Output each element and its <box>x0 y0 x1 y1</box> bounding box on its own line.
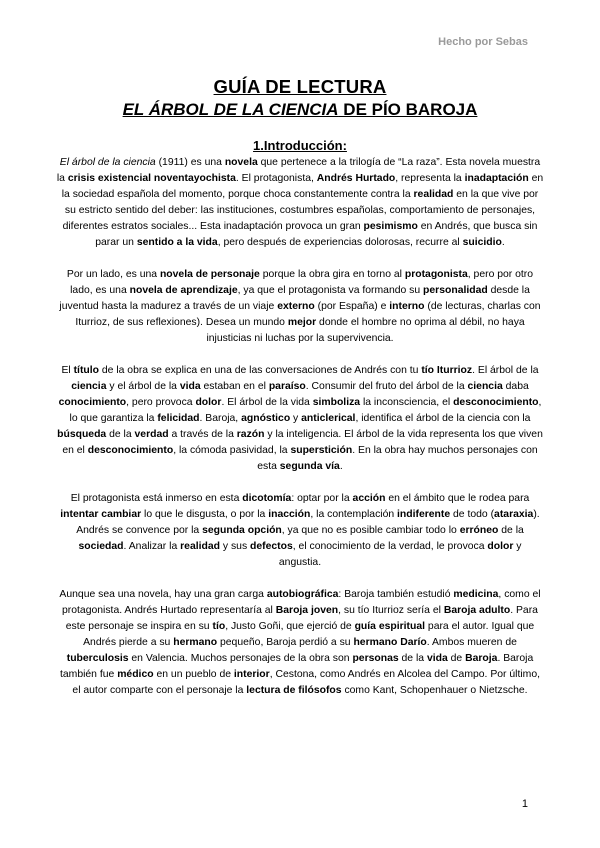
text-run: , el conocimiento de la verdad, le provoca <box>292 541 488 552</box>
text-run: y el árbol de la <box>106 381 180 392</box>
bold-term: tuberculosis <box>66 653 129 664</box>
text-run: de la <box>398 653 427 664</box>
text-run: . Ambos mueren de <box>426 637 517 648</box>
text-run: (1911) es una <box>155 157 225 168</box>
text-run: , la cómoda pasividad, la <box>173 445 291 456</box>
text-run: . Consumir del fruto del árbol de la <box>305 381 468 392</box>
bold-term: acción <box>352 493 386 504</box>
text-run: Por un lado, es una <box>66 269 160 280</box>
text-run: y <box>290 413 302 424</box>
paragraph-5 <box>56 587 544 699</box>
bold-term: pesimismo <box>363 221 418 232</box>
text-run: en un pueblo de <box>153 669 234 680</box>
bold-term: vida <box>179 381 201 392</box>
text-run: El protagonista está inmerso en esta <box>70 493 243 504</box>
bold-term: paraíso <box>268 381 306 392</box>
text-run: y angustia. <box>278 541 522 568</box>
bold-term: verdad <box>134 429 169 440</box>
bold-term: personalidad <box>423 285 488 296</box>
bold-term: personas <box>352 653 399 664</box>
bold-term: hermano <box>173 637 218 648</box>
text-run: de la <box>498 525 524 536</box>
text-run: , representa la <box>395 173 465 184</box>
text-run: , pero provoca <box>126 397 196 408</box>
bold-term: hermano Darío <box>353 637 427 648</box>
bold-term: defectos <box>250 541 293 552</box>
text-run: en el ámbito que le rodea para <box>385 493 530 504</box>
text-run: de la obra se explica en una de las conversaciones de Andrés con tu <box>98 365 422 376</box>
bold-term: anticlerical <box>301 413 356 424</box>
bold-term: vida <box>426 653 448 664</box>
bold-term: crisis existencial noventayochista <box>67 173 236 184</box>
text-run: en Andrés, que busca sin parar un <box>95 221 538 248</box>
bold-term: externo <box>277 301 315 312</box>
paragraph-4 <box>56 491 544 571</box>
bold-term: desconocimiento <box>453 397 539 408</box>
bold-term: intentar cambiar <box>60 509 142 520</box>
text-run: de la <box>106 429 135 440</box>
bold-term: lectura de filósofos <box>246 685 342 696</box>
text-run: . Baroja, <box>199 413 242 424</box>
text-run: , pero después de experiencias dolorosas, recurre al <box>217 237 463 248</box>
text-run: : Baroja también estudió <box>338 589 454 600</box>
bold-term: novela de aprendizaje <box>129 285 238 296</box>
text-run: , la contemplación <box>310 509 398 520</box>
text-run: . El árbol de la vida <box>221 397 313 408</box>
text-run: en Valencia. Muchos personajes de la obra son <box>128 653 353 664</box>
bold-term: ciencia <box>467 381 503 392</box>
text-run: que pertenece a la trilogía de “La raza”. Esta novela muestra la <box>56 157 541 184</box>
text-run: la inconsciencia, el <box>360 397 454 408</box>
bold-term: conocimiento <box>58 397 127 408</box>
bold-term: desconocimiento <box>87 445 174 456</box>
text-run: daba <box>502 381 529 392</box>
text-run: . El protagonista, <box>235 173 317 184</box>
text-run: , su tío Iturrioz sería el <box>338 605 444 616</box>
section-heading: 1.Introducción: <box>253 138 347 153</box>
text-run: , pero por otro lado, es una <box>70 269 534 296</box>
bold-term: médico <box>117 669 154 680</box>
bold-term: tío Iturrioz <box>421 365 473 376</box>
text-run: como Kant, Schopenhauer o Nietzsche. <box>341 685 528 696</box>
bold-term: erróneo <box>459 525 499 536</box>
bold-term: Baroja <box>465 653 498 664</box>
text-run: . En la obra hay muchos personajes con esta <box>257 445 538 472</box>
bold-term: realidad <box>180 541 220 552</box>
bold-term: razón <box>236 429 265 440</box>
text-run: para el autor. Igual que Andrés pierde a su <box>83 621 535 648</box>
text-run: , como el protagonista. Andrés Hurtado representaría al <box>62 589 541 616</box>
bold-term: novela <box>224 157 258 168</box>
text-run: , Justo Goñi, que ejerció de <box>225 621 355 632</box>
document-subtitle <box>0 100 600 120</box>
text-run: a través de la <box>168 429 237 440</box>
text-run: , identifica el árbol de la ciencia con la <box>355 413 531 424</box>
text-run: El <box>61 365 74 376</box>
text-run: en la sociedad española del momento, porque choca constantemente contra la <box>61 173 544 200</box>
bold-term: autobiográfica <box>266 589 339 600</box>
text-run: lo que le disgusta, o por la <box>141 509 269 520</box>
bold-term: dolor <box>195 397 222 408</box>
bold-term: realidad <box>413 189 454 200</box>
text-run: . <box>339 461 343 472</box>
bold-term: ciencia <box>71 381 107 392</box>
document-title: GUÍA DE LECTURA <box>213 76 387 97</box>
bold-term: tío <box>212 621 226 632</box>
body-text <box>56 155 544 715</box>
bold-term: suicidio <box>462 237 502 248</box>
bold-term: inadaptación <box>464 173 529 184</box>
text-run: de todo ( <box>450 509 495 520</box>
text-run: : optar por la <box>291 493 353 504</box>
paragraph-2 <box>56 267 544 347</box>
bold-term: título <box>73 365 99 376</box>
page-number: 1 <box>521 798 528 810</box>
text-run: , lo que garantiza la <box>69 397 542 424</box>
bold-term: interno <box>389 301 425 312</box>
bold-term: felicidad <box>157 413 200 424</box>
bold-term: segunda opción <box>202 525 282 536</box>
text-run: (por España) e <box>314 301 390 312</box>
bold-term: agnóstico <box>241 413 291 424</box>
bold-term: indiferente <box>397 509 451 520</box>
bold-term: protagonista <box>404 269 468 280</box>
bold-term: dicotomía <box>242 493 292 504</box>
author-note: Hecho por Sebas <box>438 36 528 48</box>
bold-term: sociedad <box>78 541 124 552</box>
subtitle-rest: DE PÍO BAROJA <box>338 100 478 119</box>
text-run: , Cestona, como Andrés en Alcolea del Campo. Por último, el autor comparte con el personaje la <box>72 669 540 696</box>
text-run: Aunque sea una novela, hay una gran carga <box>59 589 267 600</box>
bold-term: Andrés Hurtado <box>316 173 396 184</box>
bold-term: medicina <box>453 589 499 600</box>
bold-term: ataraxia <box>494 509 534 520</box>
text-run: estaban en el <box>200 381 269 392</box>
text-run: . Analizar la <box>123 541 181 552</box>
bold-term: interior <box>233 669 270 680</box>
subtitle-italic: EL ÁRBOL DE LA CIENCIA <box>122 100 339 119</box>
bold-term: mejor <box>287 317 317 328</box>
paragraph-1 <box>56 155 544 251</box>
bold-term: inacción <box>268 509 311 520</box>
bold-term: sentido a la vida <box>136 237 218 248</box>
text-run: . El árbol de la <box>472 365 539 376</box>
text-run: porque la obra gira en torno al <box>259 269 405 280</box>
bold-term: simboliza <box>312 397 361 408</box>
text-run: donde el hombre no oprima al débil, no haya injusticias ni luchas por la supervivencia. <box>206 317 525 344</box>
text-run: pequeño, Baroja perdió a su <box>217 637 354 648</box>
bold-term: superstición <box>290 445 353 456</box>
text-run: en la que vive por su estricto sentido del deber: las instituciones, costumbres españolas, comportamiento de personajes, diferentes estratos sociales... Esta inadaptación provoca un gran <box>62 189 539 232</box>
bold-term: novela de personaje <box>159 269 260 280</box>
bold-term: segunda vía <box>279 461 340 472</box>
bold-term: búsqueda <box>57 429 107 440</box>
paragraph-3 <box>56 363 544 475</box>
text-run: . Para este personaje se inspira en su <box>65 605 538 632</box>
text-run: ). Andrés se convence por la <box>76 509 540 536</box>
text-run: , ya que el protagonista va formando su <box>237 285 424 296</box>
bold-term: guía espiritual <box>354 621 426 632</box>
text-run: y la inteligencia. El árbol de la vida representa los que viven en el <box>62 429 543 456</box>
text-run: de <box>447 653 466 664</box>
text-run: desde la juventud hasta la madurez a través de un viaje <box>59 285 530 312</box>
italic-title: El árbol de la ciencia <box>59 157 156 168</box>
bold-term: Baroja joven <box>275 605 339 616</box>
bold-term: dolor <box>487 541 514 552</box>
text-run: y sus <box>220 541 251 552</box>
bold-term: Baroja adulto <box>443 605 511 616</box>
text-run: . Baroja también fue <box>60 653 534 680</box>
text-run: , ya que no es posible cambiar todo lo <box>281 525 460 536</box>
text-run: . <box>501 237 505 248</box>
text-run: (de lecturas, charlas con Iturrioz, de sus reflexiones). Desea un mundo <box>75 301 541 328</box>
